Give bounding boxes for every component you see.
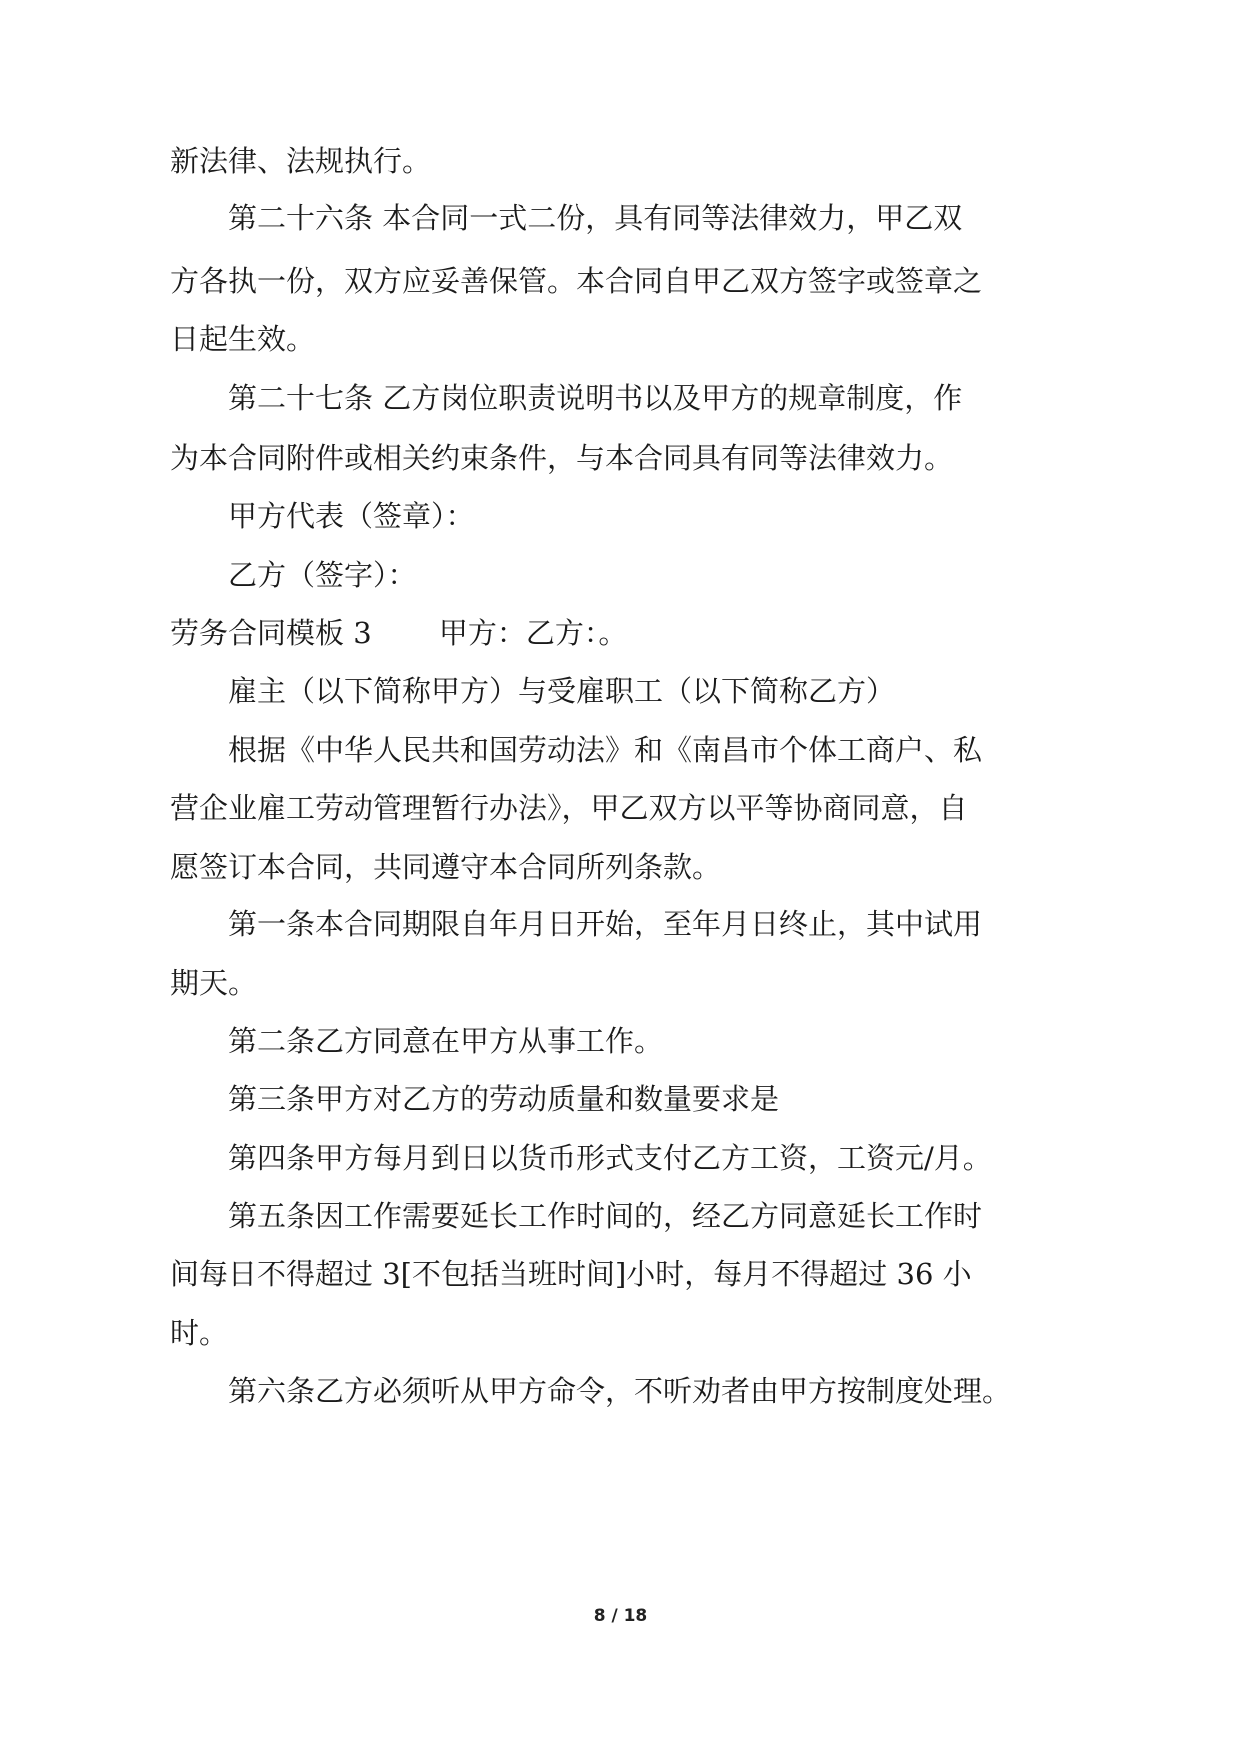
body-line: 第四条甲方每月到日以货币形式支付乙方工资，工资元/月。 [228, 1141, 992, 1175]
signature-line-party-b: 乙方（签字）： [228, 558, 417, 592]
body-line: 根据《中华人民共和国劳动法》和《南昌市个体工商户、私 [228, 733, 983, 767]
body-line: 第二条乙方同意在甲方从事工作。 [228, 1024, 664, 1058]
signature-line-party-a: 甲方代表（签章）： [228, 499, 475, 533]
body-line: 营企业雇工劳动管理暂行办法》，甲乙双方以平等协商同意，自 [170, 791, 968, 825]
body-line: 第二十七条 乙方岗位职责说明书以及甲方的规章制度，作 [228, 381, 963, 415]
body-line: 愿签订本合同，共同遵守本合同所列条款。 [170, 850, 722, 884]
body-line: 第六条乙方必须听从甲方命令，不听劝者由甲方按制度处理。 [228, 1374, 1012, 1408]
body-line: 方各执一份，双方应妥善保管。本合同自甲乙双方签字或签章之 [170, 264, 983, 298]
body-line: 期天。 [170, 966, 258, 1000]
body-line: 间每日不得超过 3[不包括当班时间]小时，每月不得超过 36 小 [170, 1257, 972, 1291]
contract-title-line: 劳务合同模板 3 甲方：乙方：。 [170, 616, 628, 650]
body-line: 日起生效。 [170, 322, 316, 356]
page-number: 8 / 18 [593, 1606, 648, 1626]
body-line: 第三条甲方对乙方的劳动质量和数量要求是 [228, 1082, 780, 1116]
body-line: 时。 [170, 1316, 229, 1350]
body-line: 新法律、法规执行。 [170, 144, 432, 178]
body-line: 第二十六条 本合同一式二份，具有同等法律效力，甲乙双 [228, 201, 963, 235]
body-line: 为本合同附件或相关约束条件，与本合同具有同等法律效力。 [170, 441, 954, 475]
body-line: 第一条本合同期限自年月日开始，至年月日终止，其中试用 [228, 907, 983, 941]
body-line: 第五条因工作需要延长工作时间的，经乙方同意延长工作时 [228, 1199, 983, 1233]
body-line: 雇主（以下简称甲方）与受雇职工（以下简称乙方） [228, 674, 896, 708]
